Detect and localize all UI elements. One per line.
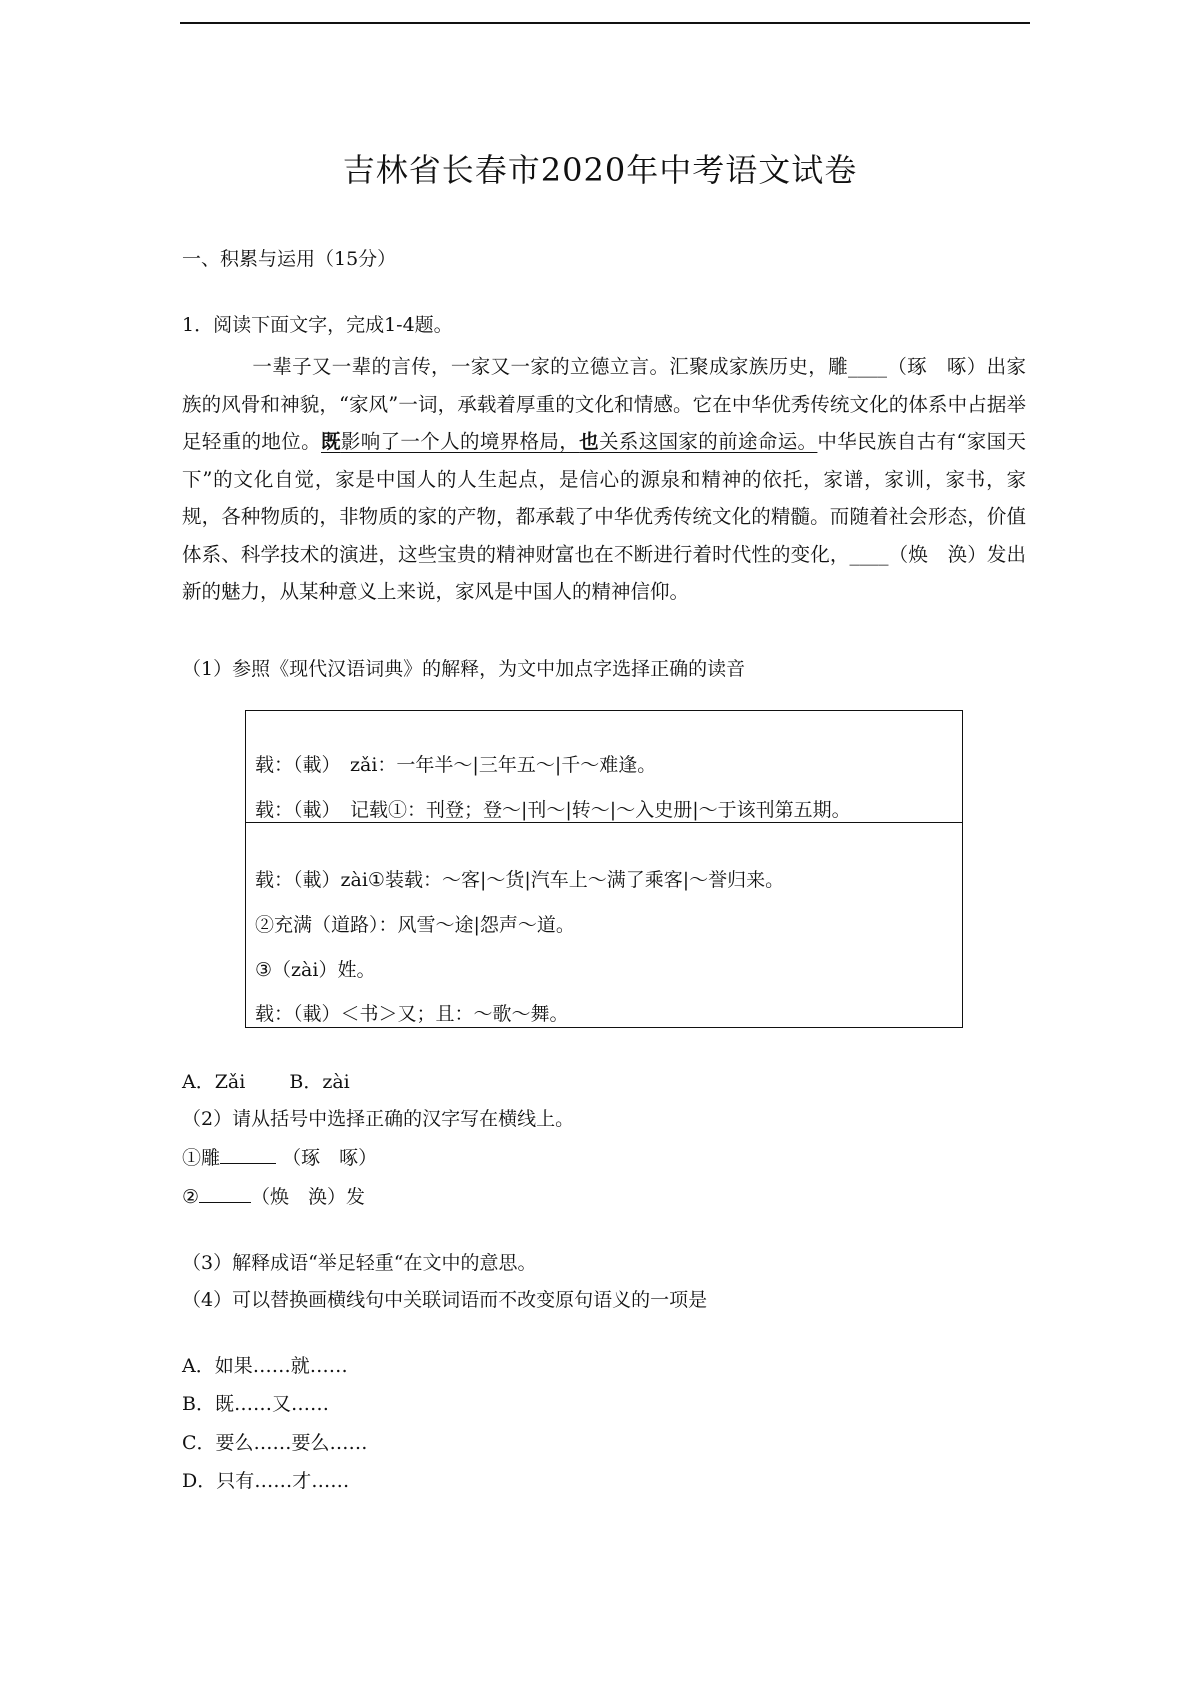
dict-entry-1: 载：（載） zǎi：一年半～|三年五～|千～难逢。	[255, 754, 657, 776]
top-rule	[180, 22, 1030, 24]
answer-blank-1[interactable]	[220, 1145, 276, 1164]
passage-part-2: 中华民族自古有“家国天下”的文化自觉，家是中国人的人生起点，是信心的源泉和精神的依托，家谱，家训，家书，家规，各种物质的，非物质的家的产物，都承载了中华优秀传统文化的精髓。而随着社会形态，价值体系、科学技术的演进，这些宝贵的精神财富也在不断进行着时代性的变化，____（焕 涣）发出新的魅力，从某种意义上来说，家风是中国人的精神信仰。	[182, 430, 1026, 603]
option-a: A．如果……就……	[182, 1355, 348, 1377]
reading-passage	[182, 348, 1026, 611]
dictionary-box	[245, 710, 963, 1028]
underlined-mid-2: 关系这国家的前途命运。	[599, 430, 818, 453]
underlined-mid-1: 影响了一个人的境界格局，	[340, 430, 580, 453]
sub-question-2-item-1	[182, 1145, 377, 1171]
dict-entry-6: 载：（載）＜书＞又；且：～歌～舞。	[255, 1003, 569, 1025]
dict-entry-4: ②充满（道路）：风雪～途|怨声～道。	[255, 914, 575, 936]
option-b: B．既……又……	[182, 1393, 329, 1415]
dict-entry-5: ③（zài）姓。	[255, 959, 376, 981]
section-heading: 一、积累与运用（15分）	[182, 248, 397, 270]
dict-divider	[246, 822, 962, 823]
underlined-bold-2: 也	[579, 430, 599, 453]
passage-part-1: 一辈子又一辈的言传，一家又一家的立德立言。汇聚成家族历史，雕____（琢 啄）出家族的风骨和神貌，“家风”一词，承载着厚重的文化和情感。它在中华优秀传统文化的体系中占据举足轻重的地位。	[182, 355, 1026, 453]
item-1-prefix: ①雕	[182, 1147, 221, 1169]
sub-question-3: （3）解释成语“举足轻重“在文中的意思。	[182, 1252, 537, 1274]
item-2-suffix: （焕 涣）发	[251, 1186, 366, 1208]
sub-question-4: （4）可以替换画横线句中关联词语而不改变原句语义的一项是	[182, 1289, 708, 1311]
option-c: C．要么……要么……	[182, 1432, 368, 1454]
underlined-bold-1: 既	[321, 430, 341, 453]
underlined-sentence	[321, 430, 817, 453]
sub-question-2-item-2	[182, 1184, 365, 1210]
sub-question-2: （2）请从括号中选择正确的汉字写在横线上。	[182, 1108, 575, 1130]
question-stem: 1．阅读下面文字，完成1-4题。	[182, 314, 453, 336]
answer-blank-2[interactable]	[199, 1184, 251, 1203]
item-2-prefix: ②	[182, 1186, 200, 1208]
item-1-suffix: （琢 啄）	[282, 1147, 378, 1169]
dict-entry-3: 载：（載）zài①装载：～客|～货|汽车上～满了乘客|～誉归来。	[255, 869, 785, 891]
dict-entry-2: 载：（載） 记载①：刊登；登～|刊～|转～|～入史册|～于该刊第五期。	[255, 799, 851, 821]
exam-title: 吉林省长春市2020年中考语文试卷	[342, 151, 858, 189]
option-d: D．只有……才……	[182, 1470, 350, 1492]
sub-question-1-options: A．Zǎi B．zài	[182, 1071, 350, 1093]
sub-question-1: （1）参照《现代汉语词典》的解释，为文中加点字选择正确的读音	[182, 658, 746, 680]
